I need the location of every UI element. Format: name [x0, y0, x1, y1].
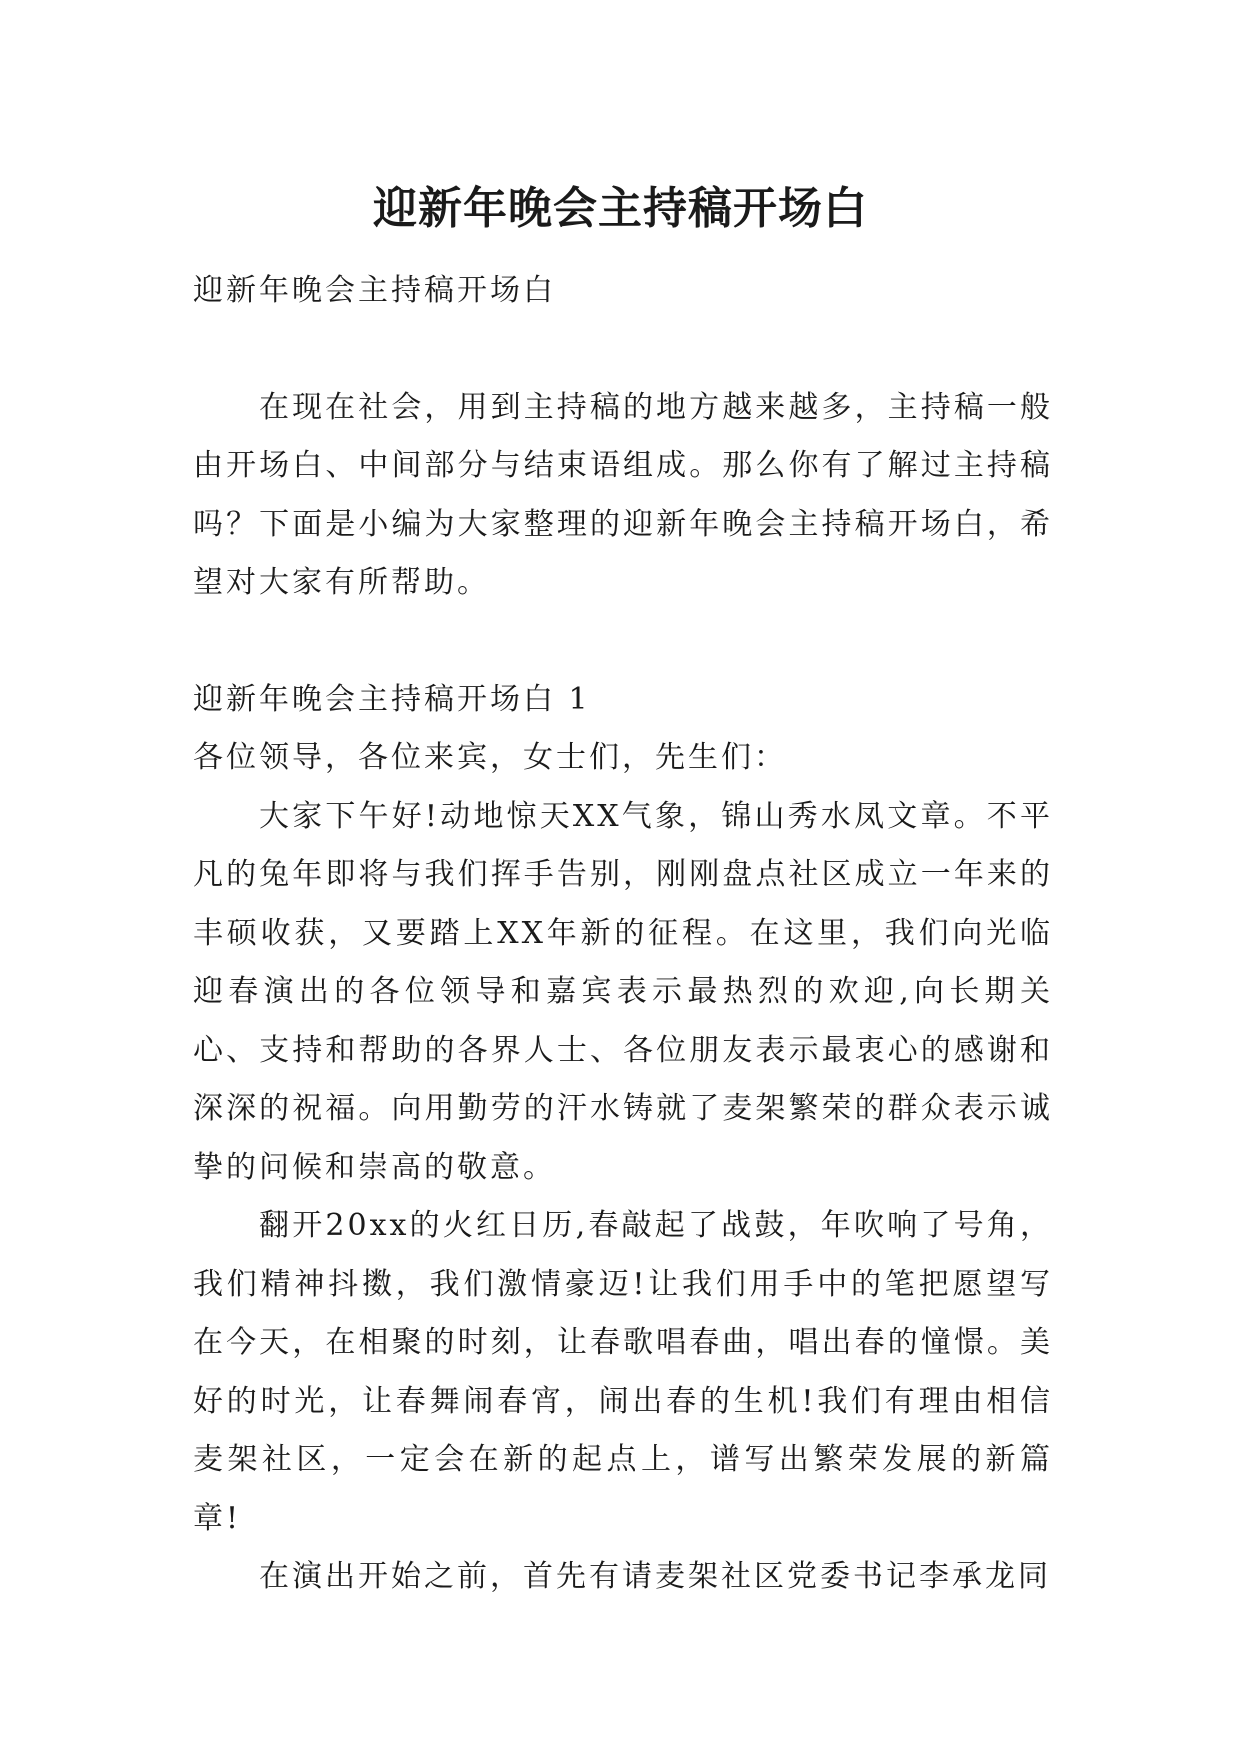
greeting: 各位领导，各位来宾，女士们，先生们： [193, 740, 787, 775]
document-body [193, 262, 1053, 1607]
body-paragraph-2: 翻开20xx的火红日历,春敲起了战鼓，年吹响了号角，我们精神抖擞，我们激情豪迈!让我们用手中的笔把愿望写在今天，在相聚的时刻，让春歌唱春曲，唱出春的憧憬。美好的时光，让春舞闹春宵，闹出春的生机!我们有理由相信麦架社区，一定会在新的起点上，谱写出繁荣发展的新篇章! [193, 1208, 1053, 1536]
body-paragraph-1: 大家下午好!动地惊天XX气象，锦山秀水凤文章。不平凡的兔年即将与我们挥手告别，刚刚盘点社区成立一年来的丰硕收获，又要踏上XX年新的征程。在这里，我们向光临迎春演出的各位领导和嘉宾表示最热烈的欢迎,向长期关心、支持和帮助的各界人士、各位朋友表示最衷心的感谢和深深的祝福。向用勤劳的汗水铸就了麦架繁荣的群众表示诚挚的问候和崇高的敬意。 [193, 798, 1053, 1185]
subtitle: 迎新年晚会主持稿开场白 [193, 273, 556, 308]
section-title: 迎新年晚会主持稿开场白 1 [193, 681, 591, 717]
intro-paragraph: 在现在社会，用到主持稿的地方越来越多，主持稿一般由开场白、中间部分与结束语组成。那么你有了解过主持稿吗？下面是小编为大家整理的迎新年晚会主持稿开场白，希望对大家有所帮助。 [193, 389, 1053, 600]
body-paragraph-3: 在演出开始之前，首先有请麦架社区党委书记李承龙同 [259, 1559, 1051, 1594]
document-title: 迎新年晚会主持稿开场白 [373, 183, 868, 235]
